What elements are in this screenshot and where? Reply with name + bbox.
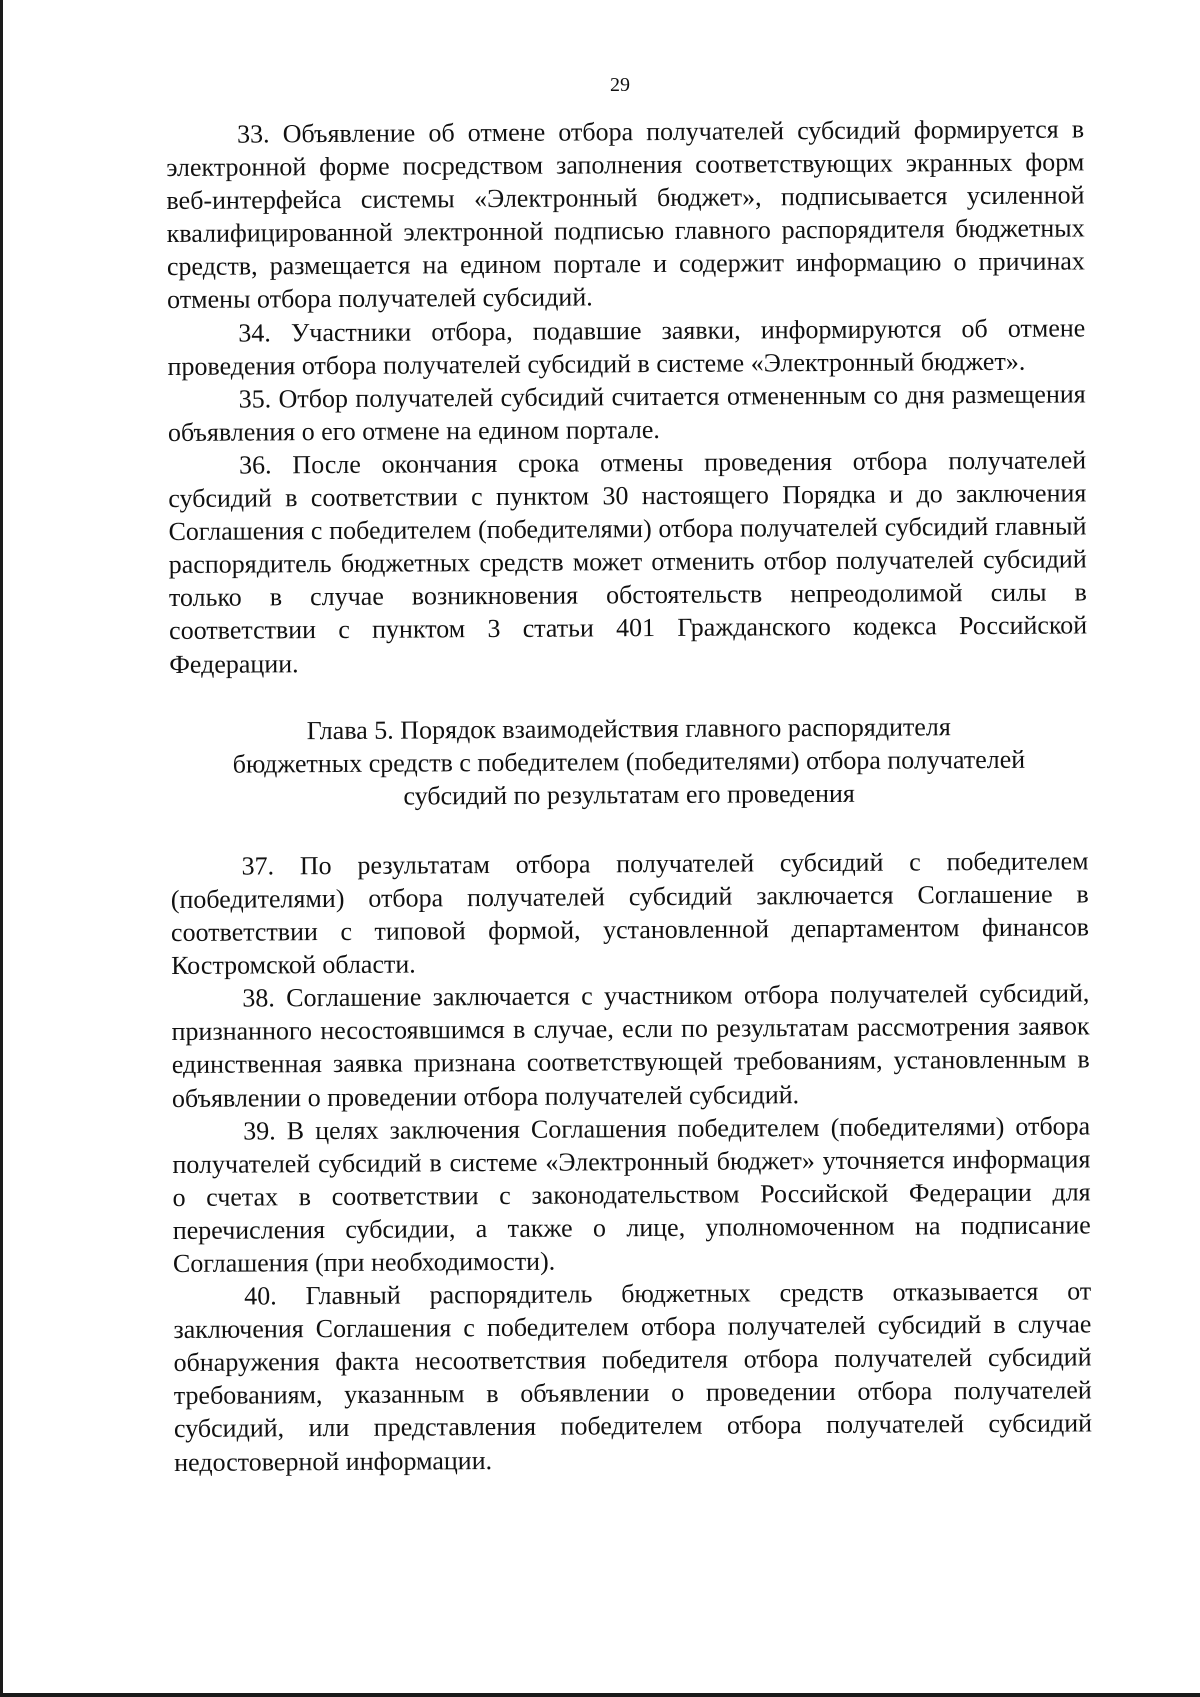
paragraph-33: 33. Объявление об отмене отбора получателей субсидий формируется в электронной форме посредством заполнения соответствующих экранных форм веб-интерфейса системы «Электронный бюджет», подписывается усиленной квалифицированной электронной подписью главного распорядителя бюджетных средств, размещается на едином портале и содержит информацию о причинах отмены отбора получателей субсидий. xyxy=(166,114,1085,315)
chapter-spacer xyxy=(170,808,1088,850)
chapter-heading xyxy=(210,709,1049,813)
paragraph-35: 35. Отбор получателей субсидий считается отмененным со дня размещения объявления о его отмене на едином портале. xyxy=(167,379,1086,447)
paragraph-36: 36. После окончания срока отмены проведения отбора получателей субсидий в соответствии с пунктом 30 настоящего Порядка и до заключения Соглашения с победителем (победителями) отбора получателей субсидий главный распорядитель бюджетных средств может отменить отбор получателей субсидий только в случае возникновения обстоятельств непреодолимой силы в соответствии с пунктом 3 статьи 401 Гражданского кодекса Российской Федерации. xyxy=(168,445,1088,679)
document-body xyxy=(166,112,1092,1478)
paragraph-34: 34. Участники отбора, подавшие заявки, информируются об отмене проведения отбора получателей субсидий в системе «Электронный бюджет». xyxy=(167,312,1086,381)
page-number: 29 xyxy=(610,74,630,96)
chapter-heading-line-1: Глава 5. Порядок взаимодействия главного распорядителя xyxy=(306,711,951,745)
paragraph-37: 37. По результатам отбора получателей субсидий с победителем (победителями) отбора получателей субсидий заключается Соглашение в соответствии с типовой формой, установленной департаментом финансов Костромской области. xyxy=(170,846,1090,981)
paragraph-38: 38. Соглашение заключается с участником отбора получателей субсидий, признанного несостоявшимся в случае, если по результатам рассмотрения заявок единственная заявка признана соответствующей требованиям, установленным в объявлении о проведении отбора получателей субсидий. xyxy=(171,978,1090,1113)
chapter-heading-line-3: субсидий по результатам его проведения xyxy=(403,778,855,811)
paragraph-40: 40. Главный распорядитель бюджетных средств отказывается от заключения Соглашения с победителем отбора получателей субсидий в случае обнаружения факта несоответствия победителя отбора получателей субсидий требованиям, указанным в объявлении о проведении отбора получателей субсидий, или представления победителем отбора получателей субсидий недостоверной информации. xyxy=(173,1276,1093,1477)
chapter-heading-line-2: бюджетных средств с победителем (победителями) отбора получателей xyxy=(232,744,1026,779)
paragraph-39: 39. В целях заключения Соглашения победителем (победителями) отбора получателей субсидий в системе «Электронный бюджет» уточняется информация о счетах в соответствии с законодательством Российской Федерации для перечисления субсидии, а также о лице, уполномоченном на подписание Соглашения (при необходимости). xyxy=(172,1110,1091,1278)
